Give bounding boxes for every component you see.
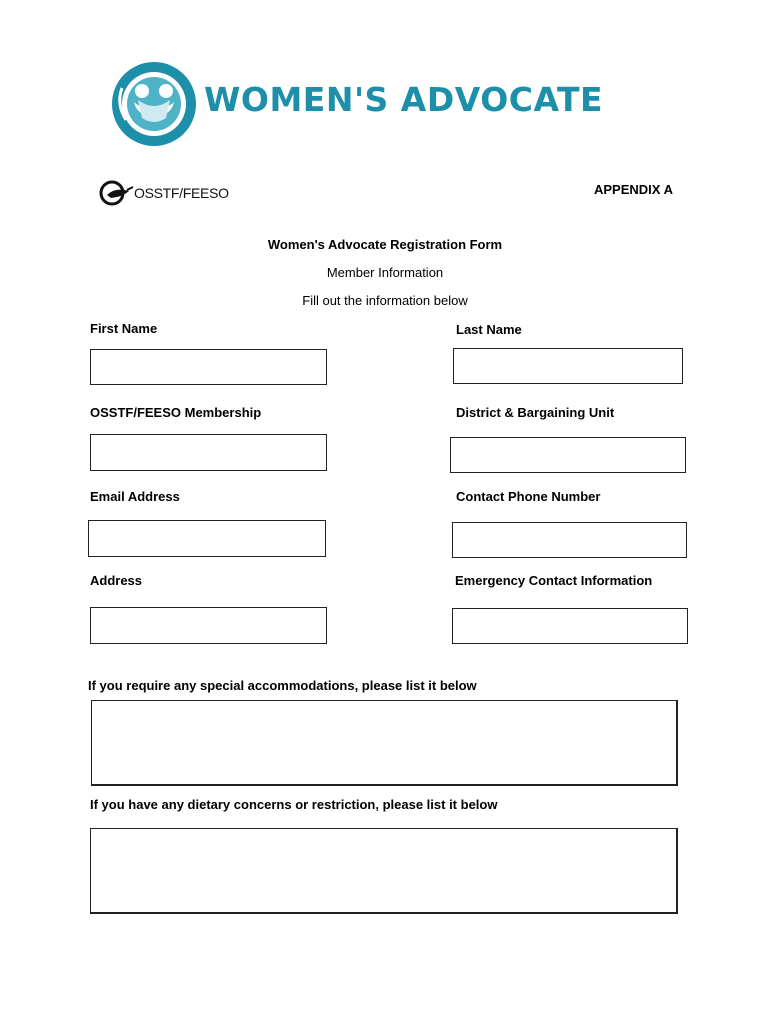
last-name-label: Last Name <box>456 322 522 337</box>
appendix-label: APPENDIX A <box>594 182 673 197</box>
membership-label: OSSTF/FEESO Membership <box>90 405 262 420</box>
form-title: Women's Advocate Registration Form <box>267 237 503 252</box>
form-subtitle: Member Information <box>326 265 444 280</box>
brand-title: WOMEN'S ADVOCATE <box>204 80 604 119</box>
phone-label: Contact Phone Number <box>456 489 601 504</box>
email-label: Email Address <box>90 489 180 504</box>
accommodations-label: If you require any special accommodations, please list it below <box>88 678 477 693</box>
womens-advocate-logo-icon <box>108 58 204 150</box>
first-name-label: First Name <box>90 321 158 336</box>
emergency-input[interactable] <box>452 608 688 644</box>
address-label: Address <box>90 573 143 588</box>
district-label: District & Bargaining Unit <box>456 405 615 420</box>
email-input[interactable] <box>88 520 326 557</box>
last-name-input[interactable] <box>453 348 683 384</box>
dietary-label: If you have any dietary concerns or restriction, please list it below <box>90 797 498 812</box>
osstf-lamp-icon <box>99 179 135 207</box>
district-input[interactable] <box>450 437 686 473</box>
address-input[interactable] <box>90 607 327 644</box>
accommodations-textarea[interactable] <box>91 700 678 786</box>
osstf-logo-text: OSSTF/FEESO <box>134 185 229 201</box>
form-instruction: Fill out the information below <box>302 293 468 308</box>
phone-input[interactable] <box>452 522 687 558</box>
dietary-textarea[interactable] <box>90 828 678 914</box>
first-name-input[interactable] <box>90 349 327 385</box>
membership-input[interactable] <box>90 434 327 471</box>
emergency-label: Emergency Contact Information <box>455 573 653 588</box>
